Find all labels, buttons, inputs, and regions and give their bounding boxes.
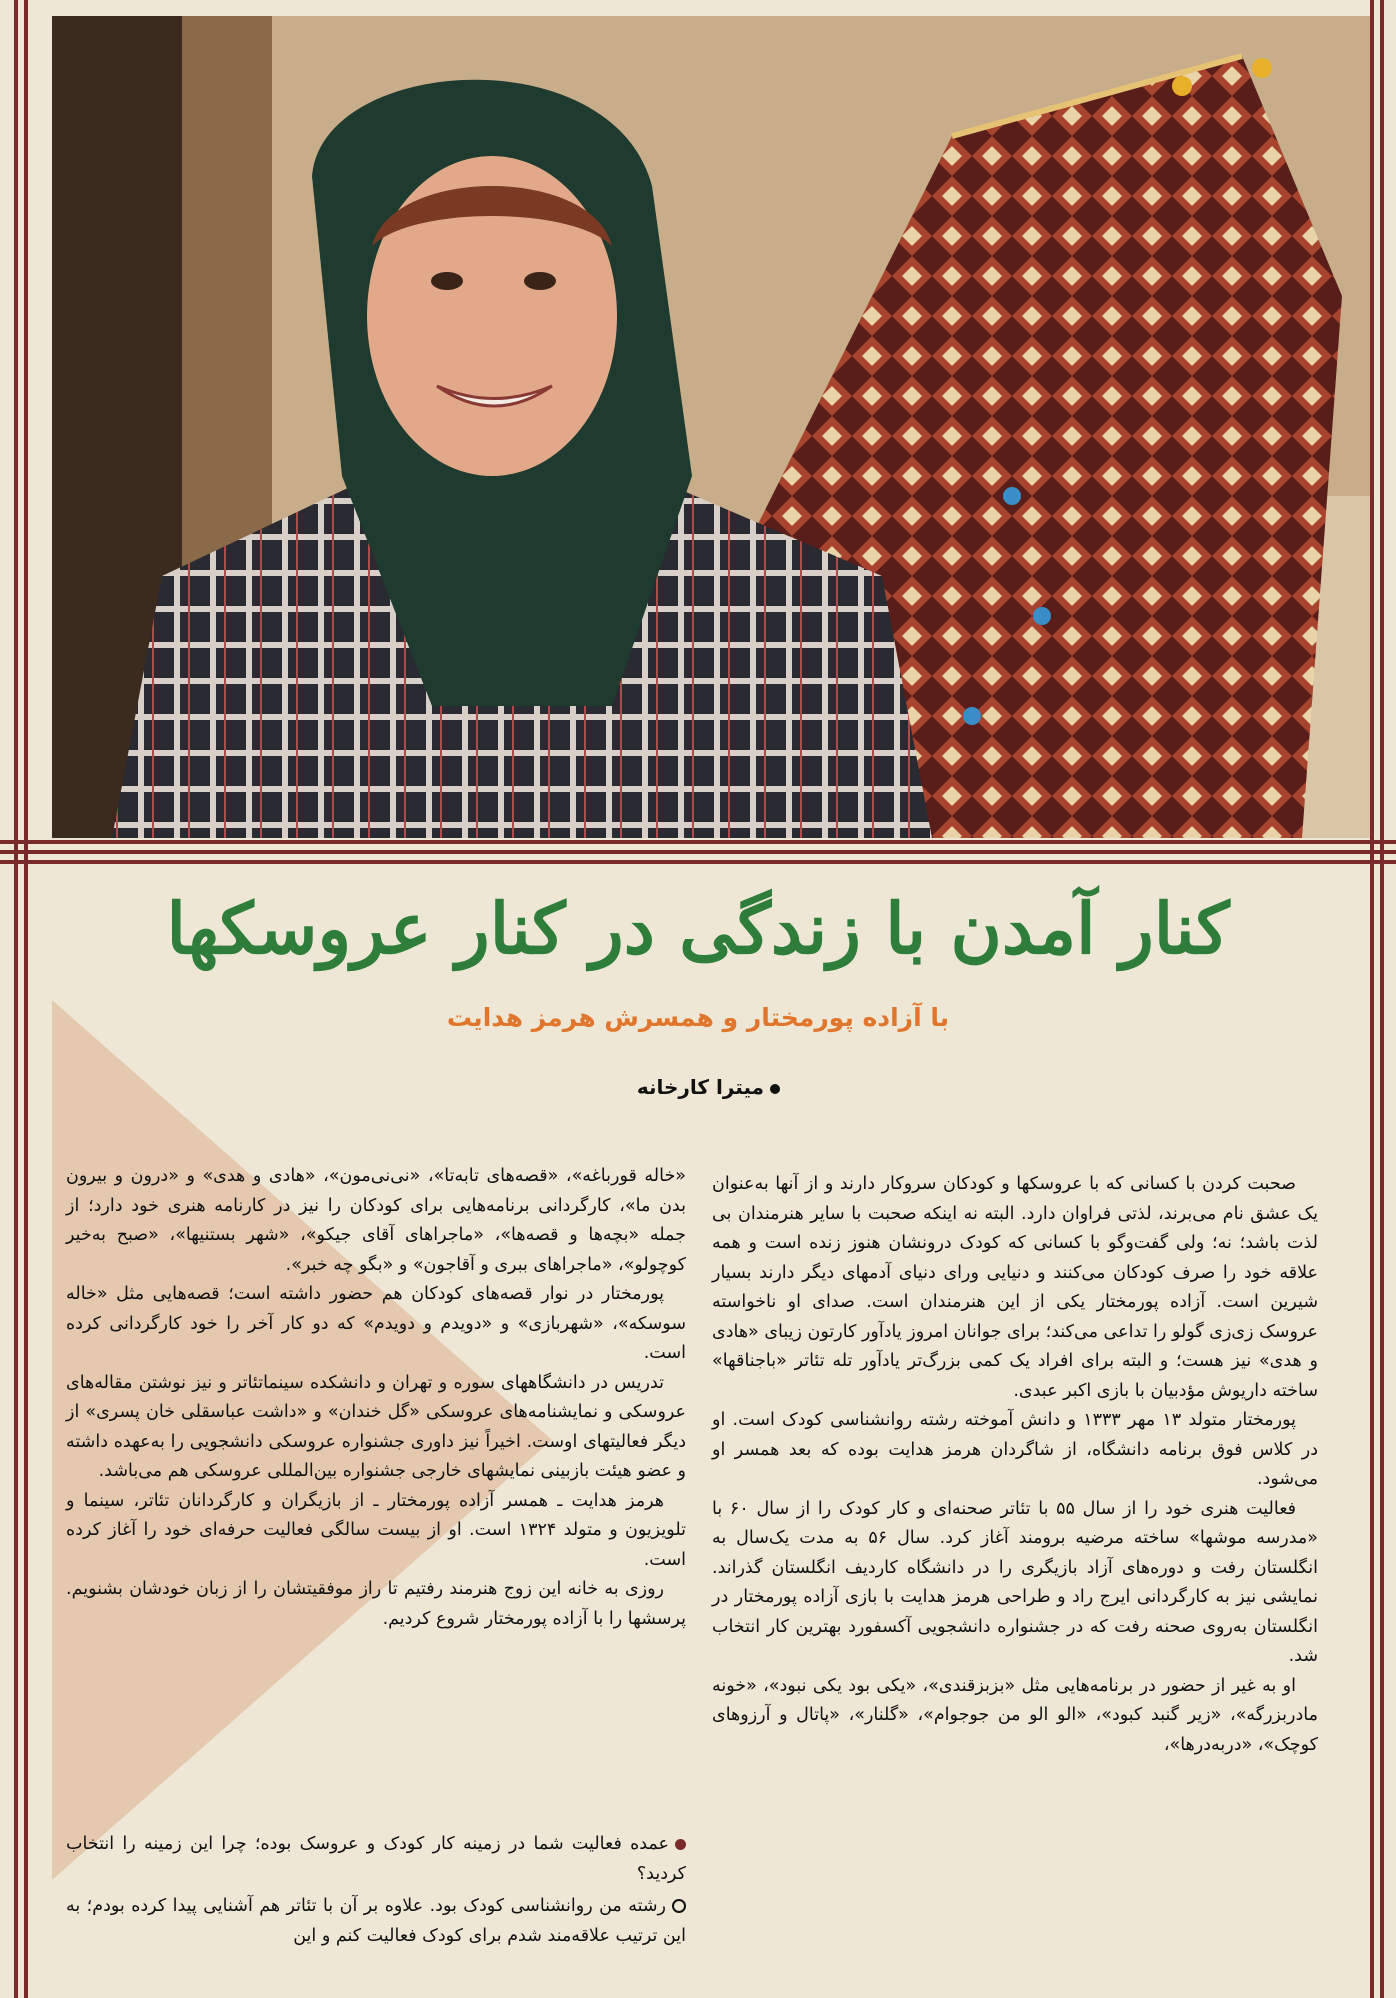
paragraph: هرمز هدایت ـ همسر آزاده پورمختار ـ از بازیگران و کارگردانان تئاتر، سینما و تلویزیون و متولد ۱۳۲۴ است. او از بیست سالگی فعالیت حرفه‌ای خود را آغاز کرده است.: [66, 1490, 686, 1570]
left-rule-inner: [24, 0, 28, 1998]
author-byline: [560, 1075, 780, 1099]
paragraph: پورمختار متولد ۱۳ مهر ۱۳۳۳ و دانش آموخته رشته روانشناسی کودک است. او در کلاس فوق برنامه دانشگاه، از شاگردان هرمز هدایت بوده که بعد همسر او می‌شود.: [712, 1410, 1318, 1489]
answer-circle-icon: [672, 1899, 686, 1913]
paragraph: پورمختار در نوار قصه‌های کودکان هم حضور داشته است؛ قصه‌هایی مثل «خاله سوسکه»، «شهربازی» و «دویدم و دویدم» که دو کار آخر را خود کارگردانی کرده است.: [66, 1284, 686, 1363]
band-line-2: [0, 850, 1396, 854]
paragraph: روزی به خانه این زوج هنرمند رفتیم تا راز موفقیتشان را از زبان خودشان بشنویم. پرسشها را با آزاده پورمختار شروع کردیم.: [66, 1579, 686, 1629]
right-rule-outer: [1380, 0, 1384, 1998]
text-column-right: [712, 1170, 1318, 1760]
article-title: کنار آمدن با زندگی در کنار عروسکها: [166, 887, 1230, 970]
article-subtitle: با آزاده پورمختار و همسرش هرمز هدایت: [446, 1003, 950, 1032]
band-line-1: [0, 840, 1396, 844]
interview-answer: [66, 1892, 686, 1951]
paragraph: تدریس در دانشگاههای سوره و تهران و دانشکده سینماتئاتر و نیز نوشتن مقاله‌های عروسکی و نمایشنامه‌های عروسکی «گل خندان» و «داشت عباسقلی خان پسری» از دیگر فعالیتهای اوست. اخیراً نیز داوری جشنواره عروسکی دانشجویی را به‌عهده داشته و عضو هیئت بازبینی نمایشهای خارجی جشنواره بین‌المللی عروسکی هم می‌باشد.: [66, 1372, 686, 1481]
paragraph: «خاله قورباغه»، «قصه‌های تابه‌تا»، «نی‌نی‌مون»، «هادی و هدی» و «درون و بیرون بدن ما»، کارگردانی برنامه‌هایی برای کودکان را نیز در کارنامه هنری خود دارد؛ از جمله «بچه‌ها و قصه‌ها»، «ماجراهای آقای جیکو»، «شهر بستنیها»، «صبح به‌خیر کوچولو»، «ماجراهای ببری و آقاجون» و «بگو چه خبر».: [66, 1166, 686, 1275]
portrait-illustration: [52, 16, 1370, 838]
byline-bullet-icon: [770, 1084, 780, 1094]
answer-text: رشته من روانشناسی کودک بود. علاوه بر آن با تئاتر هم آشنایی پیدا کرده بودم؛ به این ترتیب علاقه‌مند شدم برای کودک فعالیت کنم و این: [66, 1896, 686, 1946]
band-line-3: [0, 860, 1396, 864]
paragraph: صحبت کردن با کسانی که با عروسکها و کودکان سروکار دارند و از آنها به‌عنوان یک عشق نام می‌برند، لذتی فراوان دارد. البته نه اینکه صحبت با سایر هنرمندان بی لذت باشد؛ نه؛ ولی گفت‌وگو با کسانی که کودک درونشان هنوز زنده است و همه علاقه خود را صرف کودکان می‌کنند و دنیایی ورای دنیای آدمهای دیگر دارند بسیار شیرین است. آزاده پورمختار یکی از این هنرمندان است. صدای او ناخواسته عروسک زی‌زی گولو را تداعی می‌کند؛ برای جوانان امروز یادآور کارتون زیبای «هادی و هدی» نیز هست؛ و البته برای افراد یک کمی بزرگ‌تر یادآور تله تئاتر «باجناقها» ساخته داریوش مؤدبیان با بازی اکبر عبدی.: [712, 1174, 1318, 1401]
paragraph: فعالیت هنری خود را از سال ۵۵ با تئاتر صحنه‌ای و کار کودک را از سال ۶۰ با «مدرسه موشها» ساخته مرضیه برومند آغاز کرد. سال ۵۶ به مدت یک‌سال به انگلستان رفت و دوره‌های آزاد بازیگری را در دانشگاه کاردیف انگلستان گذراند. نمایشی نیز به کارگردانی ایرج راد و طراحی هرمز هدایت با بازی آزاده پورمختار در انگلستان به‌روی صحنه رفت که در جشنواره دانشجویی آکسفورد بهترین کار انتخاب شد.: [712, 1498, 1318, 1666]
question-bullet-icon: [675, 1839, 686, 1850]
portrait-photo: [52, 16, 1370, 838]
left-rule-outer: [14, 0, 18, 1998]
text-column-left: [66, 1162, 686, 1634]
interview-question: [66, 1830, 686, 1889]
right-rule-inner: [1370, 0, 1374, 1998]
paragraph: او به غیر از حضور در برنامه‌هایی مثل «بزبزقندی»، «یکی بود یکی نبود»، «خونه مادربزرگه»، «زیر گنبد کبود»، «الو الو من جوجوام»، «گلنار»، «پاتال و آرزوهای کوچک»، «دربه‌درها»،: [712, 1675, 1318, 1755]
author-name: میترا کارخانه: [636, 1075, 764, 1099]
question-text: عمده فعالیت شما در زمینه کار کودک و عروسک بوده؛ چرا این زمینه را انتخاب کردید؟: [66, 1834, 686, 1884]
